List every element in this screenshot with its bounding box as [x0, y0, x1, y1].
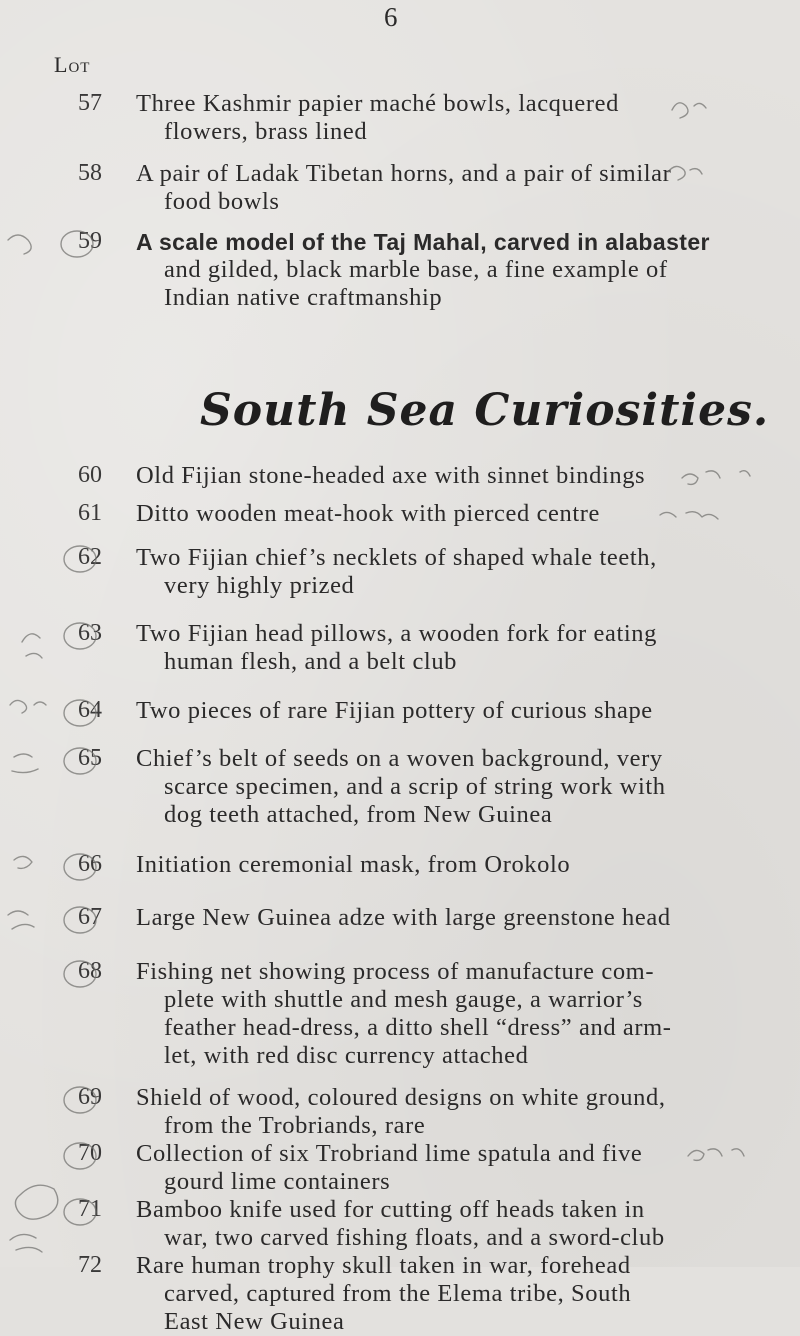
lot-number: 68: [78, 958, 102, 984]
lot-number: 60: [78, 462, 102, 488]
lot-number: 66: [78, 851, 102, 877]
lot-description: [136, 544, 746, 600]
lot-line: feather head-dress, a ditto shell “dress” and arm-: [164, 1014, 672, 1041]
lot-line: Rare human trophy skull taken in war, forehead: [136, 1252, 631, 1279]
lot-line: Three Kashmir papier maché bowls, lacquered: [136, 90, 619, 117]
lot-number: 61: [78, 500, 102, 526]
lot-number: 65: [78, 745, 102, 771]
lot-number: 70: [78, 1140, 102, 1166]
lot-line: food bowls: [164, 188, 280, 215]
lot-line: Two Fijian chief’s necklets of shaped whale teeth,: [136, 544, 657, 571]
lot-line: very highly prized: [164, 572, 355, 599]
lot-line: dog teeth attached, from New Guinea: [164, 801, 553, 828]
page-number: 6: [384, 2, 399, 32]
lot-number: 64: [78, 697, 102, 723]
lot-column-header: Lot: [54, 52, 91, 77]
lot-number: 72: [78, 1252, 102, 1278]
lot-line: A scale model of the Taj Mahal, carved in alabaster: [136, 229, 710, 255]
lot-number: 62: [78, 544, 102, 570]
lot-description: [136, 1196, 746, 1252]
lot-line: and gilded, black marble base, a fine example of: [164, 256, 668, 283]
lot-description: [136, 958, 746, 1070]
lot-line: Bamboo knife used for cutting off heads taken in: [136, 1196, 645, 1223]
lot-number: 71: [78, 1196, 102, 1222]
lot-line: carved, captured from the Elema tribe, South: [164, 1280, 632, 1307]
lot-description: [136, 1252, 746, 1336]
lot-number: 67: [78, 904, 102, 930]
lot-line: Shield of wood, coloured designs on white ground,: [136, 1084, 666, 1111]
lot-line: Large New Guinea adze with large greenstone head: [136, 904, 671, 931]
lot-line: Old Fijian stone-headed axe with sinnet bindings: [136, 462, 646, 489]
lot-number: 59: [78, 228, 102, 254]
lot-line: gourd lime containers: [164, 1168, 391, 1195]
lot-number: 57: [78, 90, 102, 116]
lot-description: [136, 462, 746, 490]
lot-number: 58: [78, 160, 102, 186]
lot-line: Initiation ceremonial mask, from Orokolo: [136, 851, 571, 878]
lot-line: Two Fijian head pillows, a wooden fork for eating: [136, 620, 657, 647]
lot-line: Fishing net showing process of manufacture com-: [136, 958, 655, 985]
section-title: South Sea Curiosities.: [200, 385, 770, 436]
lot-description: [136, 160, 746, 216]
lot-line: Two pieces of rare Fijian pottery of curious shape: [136, 697, 653, 724]
lot-line: flowers, brass lined: [164, 118, 368, 145]
lot-line: Chief’s belt of seeds on a woven background, very: [136, 745, 663, 772]
lot-description: [136, 745, 746, 829]
lot-line: Collection of six Trobriand lime spatula and five: [136, 1140, 643, 1167]
lot-line: let, with red disc currency attached: [164, 1042, 529, 1069]
lot-number: 63: [78, 620, 102, 646]
lot-line: Indian native craftmanship: [164, 284, 443, 311]
lot-number: 69: [78, 1084, 102, 1110]
lot-line: scarce specimen, and a scrip of string work with: [164, 773, 666, 800]
lot-description: [136, 1084, 746, 1140]
lot-description: [136, 904, 746, 932]
lot-description: [136, 620, 746, 676]
lot-line: plete with shuttle and mesh gauge, a warrior’s: [164, 986, 643, 1013]
lot-line: human flesh, and a belt club: [164, 648, 458, 675]
lot-line: A pair of Ladak Tibetan horns, and a pair of similar: [136, 160, 672, 187]
lot-description: [136, 697, 746, 725]
lot-description: [136, 851, 746, 879]
lot-line: war, two carved fishing floats, and a sword-club: [164, 1224, 665, 1251]
lot-line: Ditto wooden meat-hook with pierced centre: [136, 500, 601, 527]
lot-description: [136, 228, 746, 312]
lot-description: [136, 1140, 746, 1196]
lot-line: East New Guinea: [164, 1308, 345, 1335]
lot-line: from the Trobriands, rare: [164, 1112, 426, 1139]
lot-description: [136, 500, 746, 528]
lot-description: [136, 90, 746, 146]
